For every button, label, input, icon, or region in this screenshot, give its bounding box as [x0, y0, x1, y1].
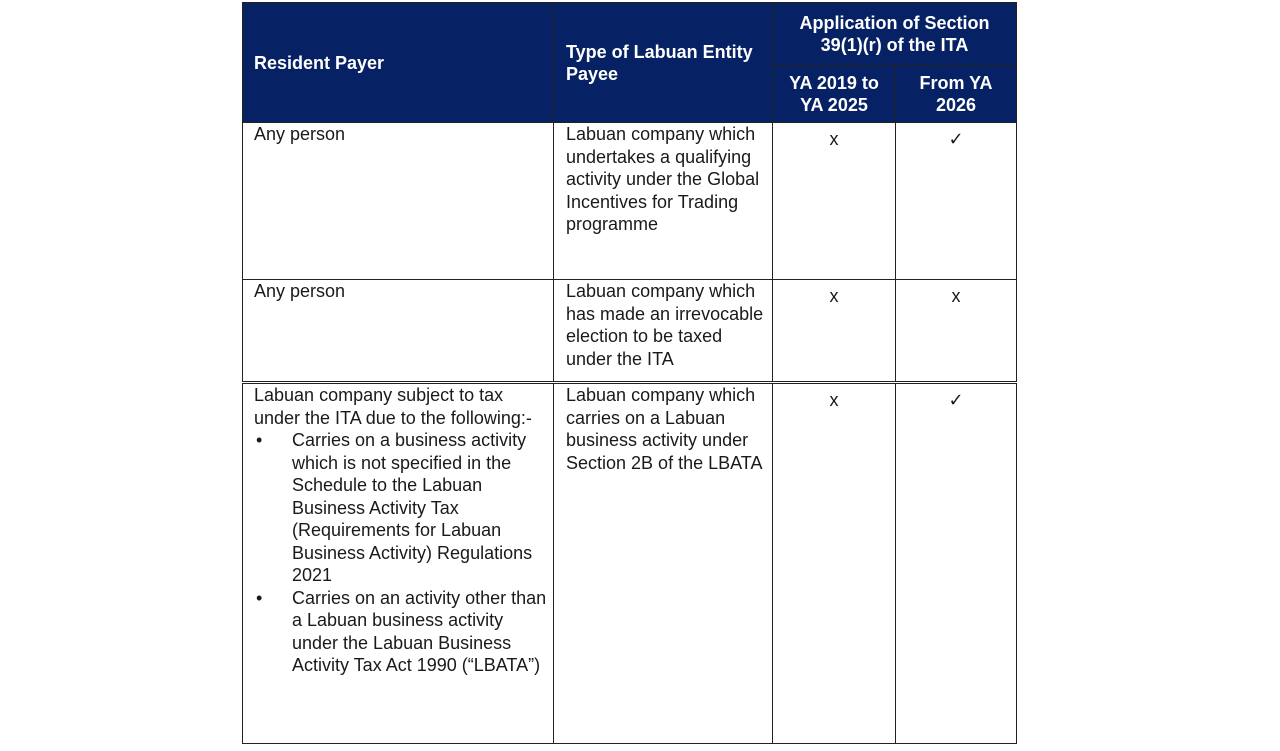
- row-3-payer-intro: Labuan company subject to tax under the ITA due to the following:-: [254, 385, 532, 428]
- row-1-payer: Any person: [243, 123, 554, 280]
- row-1-ya-2019-2025-mark: x: [773, 123, 896, 280]
- row-3-payer: [243, 383, 554, 744]
- row-2-from-ya-2026-mark: x: [896, 280, 1017, 383]
- row-3-ya-2019-2025-mark: x: [773, 383, 896, 744]
- row-1-from-ya-2026-mark: ✓: [896, 123, 1017, 280]
- table-row: [243, 383, 1017, 744]
- header-entity-type: Type of Labuan Entity Payee: [554, 3, 773, 123]
- row-3-payer-bullets: [254, 429, 547, 677]
- row-3-bullet-2: • Carries on an activity other than a Labuan business activity under the Labuan Business Activity Tax Act 1990 (“LBATA”): [254, 587, 547, 677]
- row-1-payee: Labuan company which undertakes a qualifying activity under the Global Incentives for Trading programme: [554, 123, 773, 280]
- section-39-table: [242, 2, 1017, 744]
- header-resident-payer: Resident Payer: [243, 3, 554, 123]
- row-2-payer: Any person: [243, 280, 554, 383]
- header-application: Application of Section 39(1)(r) of the ITA: [773, 3, 1017, 65]
- header-row-top: [243, 3, 1017, 65]
- row-3-payee: Labuan company which carries on a Labuan business activity under Section 2B of the LBATA: [554, 383, 773, 744]
- header-ya-2019-2025: YA 2019 to YA 2025: [773, 65, 896, 123]
- table-row: [243, 123, 1017, 280]
- row-3-from-ya-2026-mark: ✓: [896, 383, 1017, 744]
- row-3-bullet-1: • Carries on a business activity which is not specified in the Schedule to the Labuan Business Activity Tax (Requirements for Labuan Business Activity) Regulations 2021: [254, 429, 547, 587]
- table-row: [243, 280, 1017, 383]
- header-from-ya-2026: From YA 2026: [896, 65, 1017, 123]
- row-2-payee: Labuan company which has made an irrevocable election to be taxed under the ITA: [554, 280, 773, 383]
- row-2-ya-2019-2025-mark: x: [773, 280, 896, 383]
